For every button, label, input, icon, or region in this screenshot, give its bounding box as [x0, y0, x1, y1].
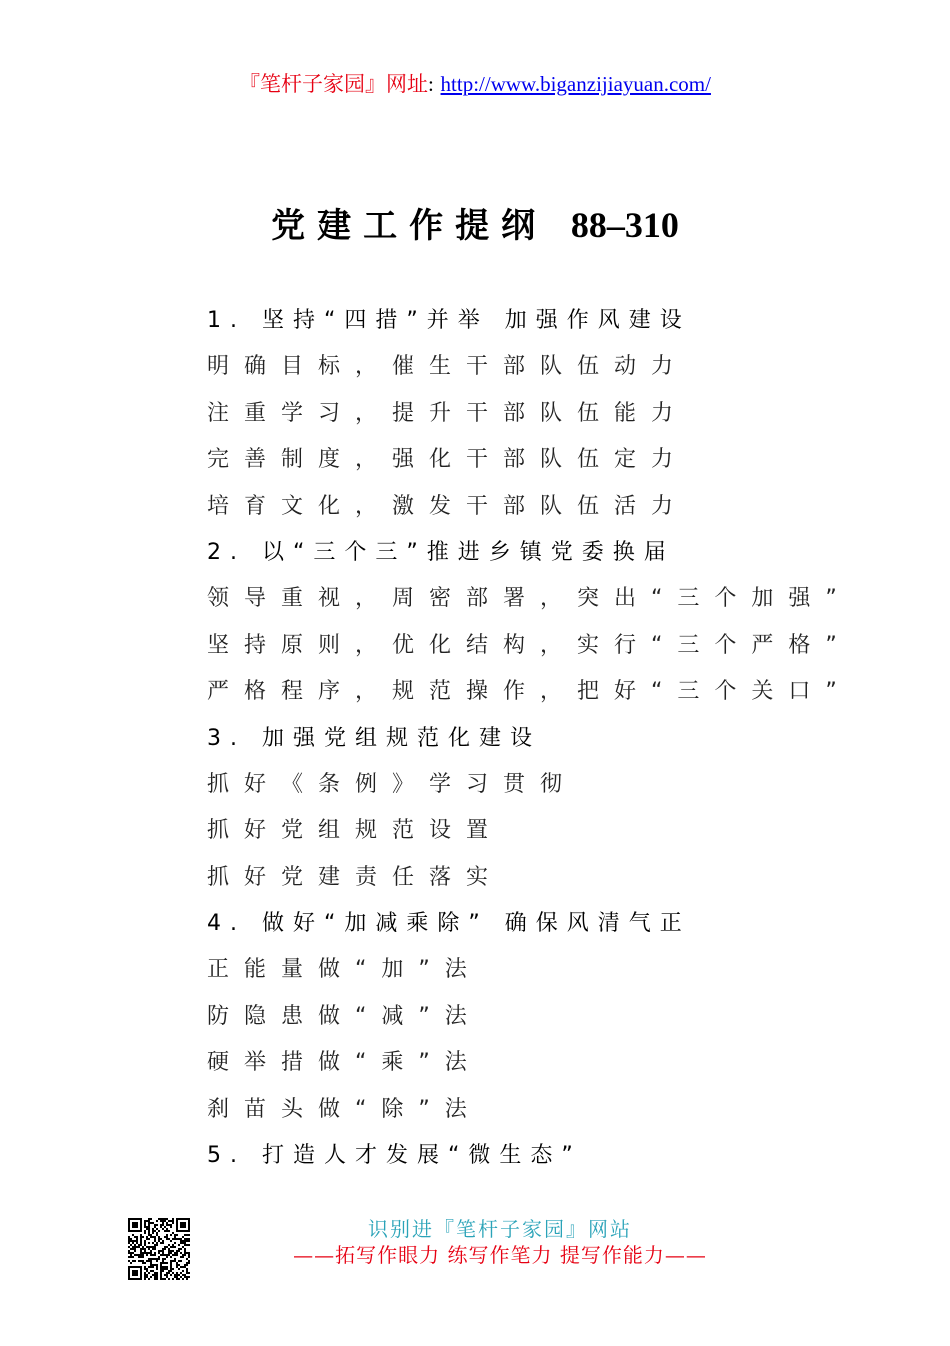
list-item: 正能量做“加”法 [207, 957, 482, 983]
section-heading: 3. 加强党组规范化建设 [207, 725, 541, 751]
list-item: 明确目标，催生干部队伍动力 [207, 354, 689, 380]
footer-line-1: 识别进『笔杆子家园』网站 [368, 1217, 632, 1241]
list-item: 抓好党建责任落实 [207, 864, 504, 890]
qr-code-icon [128, 1218, 190, 1280]
list-item: 领导重视，周密部署，突出“三个加强” [207, 586, 852, 612]
outline-content [207, 298, 852, 1179]
section-heading: 1. 坚持“四措”并举 加强作风建设 [207, 308, 691, 333]
list-item: 抓好《条例》学习贯彻 [207, 771, 578, 797]
title-number: 88–310 [570, 205, 679, 245]
list-item: 刹苗头做“除”法 [207, 1096, 482, 1122]
list-item: 硬举措做“乘”法 [207, 1050, 482, 1076]
footer-slogan: ——拓写作眼力 练写作笔力 提写作能力—— [293, 1243, 707, 1267]
section-heading: 2. 以“三个三”推进乡镇党委换届 [207, 539, 675, 565]
header-colon: : [428, 72, 434, 96]
list-item: 完善制度，强化干部队伍定力 [207, 447, 689, 473]
site-header [0, 70, 950, 98]
list-item: 防隐患做“减”法 [207, 1003, 482, 1029]
section-heading: 4. 做好“加减乘除” 确保风清气正 [207, 911, 691, 937]
list-item: 严格程序，规范操作，把好“三个关口” [207, 679, 852, 705]
title-text: 党建工作提纲 [271, 206, 548, 246]
site-url-link[interactable]: http://www.biganzijiayuan.com/ [440, 72, 711, 96]
site-brand: 『笔杆子家园』网址 [239, 72, 429, 96]
section-heading: 5. 打造人才发展“微生态” [207, 1143, 582, 1169]
list-item: 培育文化，激发干部队伍活力 [207, 493, 689, 519]
list-item: 抓好党组规范设置 [207, 818, 504, 844]
list-item: 注重学习，提升干部队伍能力 [207, 400, 689, 426]
list-item: 坚持原则，优化结构，实行“三个严格” [207, 632, 852, 658]
site-footer [250, 1216, 750, 1268]
document-title [0, 200, 950, 251]
